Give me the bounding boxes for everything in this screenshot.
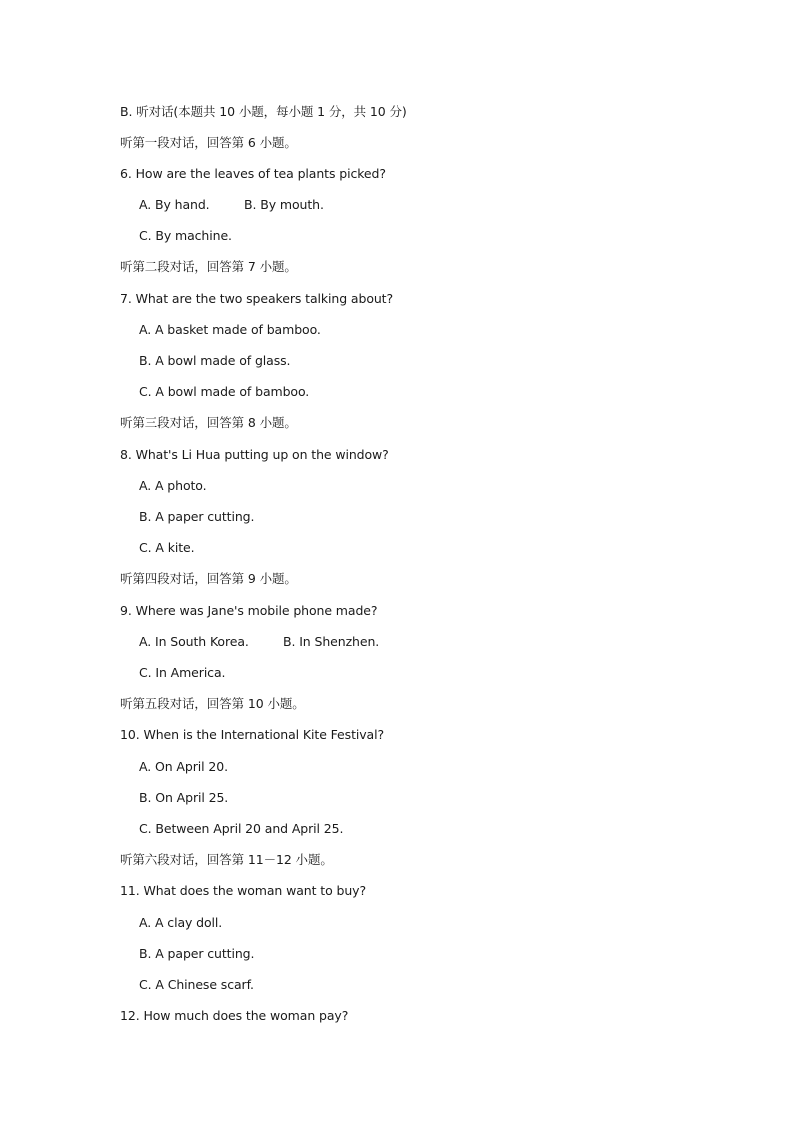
question-6: 6. How are the leaves of tea plants picked? [120,166,386,181]
option-10c: C. Between April 20 and April 25. [139,821,344,836]
option-8a: A. A photo. [139,478,207,493]
dialogue-intro-2: 听第二段对话，回答第 7 小题。 [120,259,297,274]
dialogue-intro-3: 听第三段对话，回答第 8 小题。 [120,415,297,430]
option-7a: A. A basket made of bamboo. [139,322,321,337]
option-11a: A. A clay doll. [139,915,223,930]
option-9a: A. In South Korea. [139,634,249,649]
option-11b: B. A paper cutting. [139,946,255,961]
dialogue-intro-5: 听第五段对话，回答第 10 小题。 [120,696,305,711]
question-11: 11. What does the woman want to buy? [120,883,367,898]
question-7: 7. What are the two speakers talking about? [120,291,394,306]
option-7c: C. A bowl made of bamboo. [139,384,310,399]
option-6b: B. By mouth. [244,197,324,212]
option-6c: C. By machine. [139,228,232,243]
dialogue-intro-4: 听第四段对话，回答第 9 小题。 [120,571,297,586]
option-6a: A. By hand. [139,197,210,212]
question-9: 9. Where was Jane's mobile phone made? [120,603,378,618]
dialogue-intro-6: 听第六段对话，回答第 11－12 小题。 [120,852,333,867]
option-8b: B. A paper cutting. [139,509,255,524]
question-8: 8. What's Li Hua putting up on the window? [120,447,389,462]
section-header: B. 听对话(本题共 10 小题，每小题 1 分，共 10 分) [120,104,407,119]
option-8c: C. A kite. [139,540,195,555]
option-9b: B. In Shenzhen. [283,634,380,649]
option-11c: C. A Chinese scarf. [139,977,254,992]
question-10: 10. When is the International Kite Festival? [120,727,385,742]
option-9c: C. In America. [139,665,226,680]
option-10a: A. On April 20. [139,759,228,774]
option-10b: B. On April 25. [139,790,229,805]
option-7b: B. A bowl made of glass. [139,353,291,368]
question-12: 12. How much does the woman pay? [120,1008,349,1023]
dialogue-intro-1: 听第一段对话，回答第 6 小题。 [120,135,297,150]
